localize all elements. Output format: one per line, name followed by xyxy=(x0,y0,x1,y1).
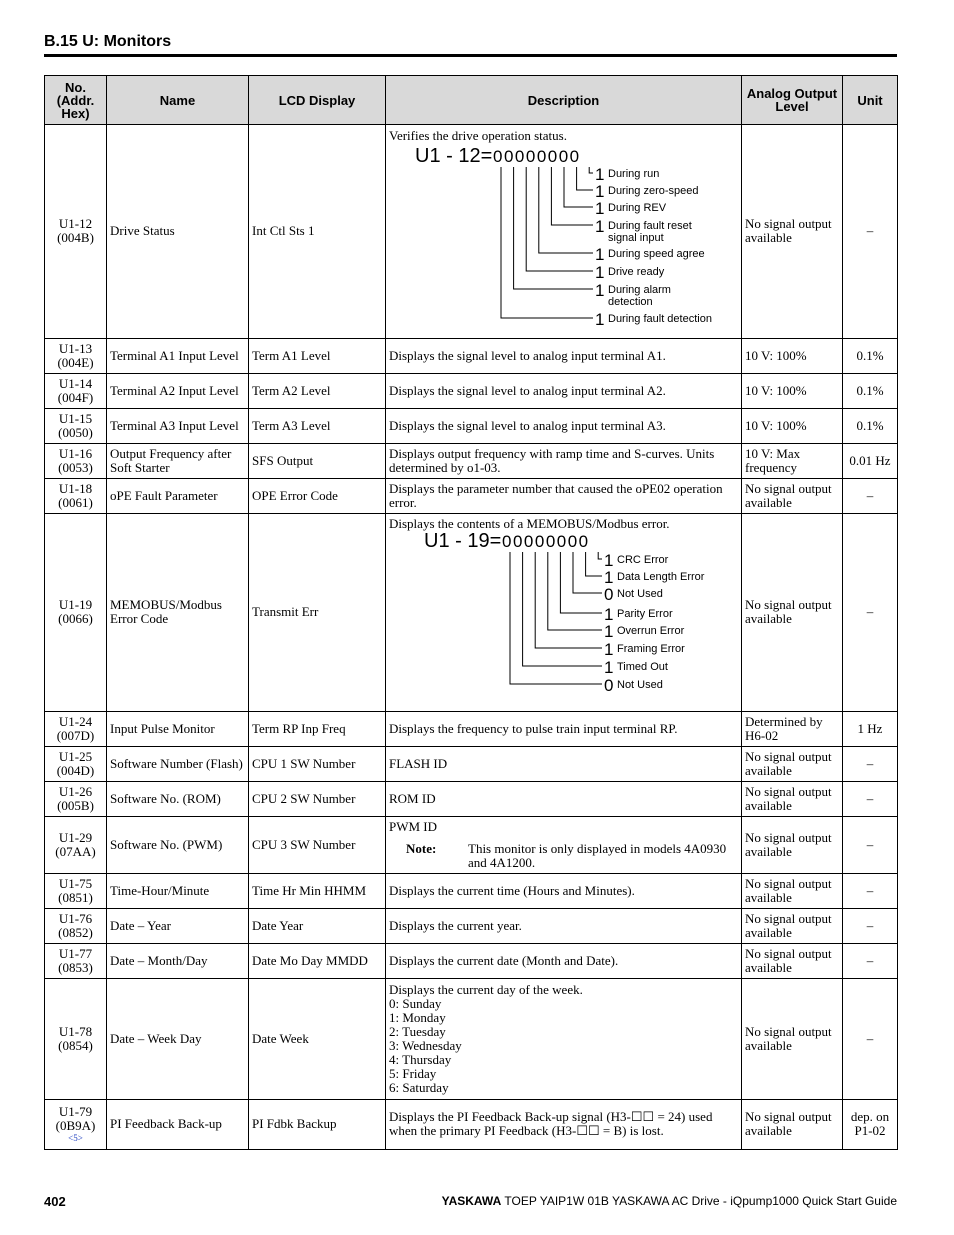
bit-leader-line xyxy=(523,552,602,666)
unit-cell: – xyxy=(843,874,898,909)
param-address: (0066) xyxy=(58,611,93,626)
param-number: U1-26 xyxy=(58,783,93,799)
description-cell: Displays the parameter number that caused the oPE02 operation error. xyxy=(386,479,742,514)
unit-cell: 1 Hz xyxy=(843,712,898,747)
description-cell xyxy=(386,514,742,712)
no-cell xyxy=(45,874,107,909)
table-row xyxy=(45,339,898,374)
param-address: (005B) xyxy=(57,797,94,813)
lcd-cell: Date Week xyxy=(249,979,386,1100)
table-row xyxy=(45,374,898,409)
unit-cell: – xyxy=(843,479,898,514)
lcd-cell: Term A2 Level xyxy=(249,374,386,409)
table-row xyxy=(45,979,898,1100)
no-cell xyxy=(45,747,107,782)
name-cell: MEMOBUS/Modbus Error Code xyxy=(107,514,249,712)
bit-leader-line xyxy=(573,552,602,593)
monitor-table xyxy=(44,75,898,1150)
table-row xyxy=(45,1100,898,1150)
bit-lines xyxy=(501,165,712,329)
bit-label: detection xyxy=(608,296,653,308)
table-row xyxy=(45,125,898,339)
description-cell xyxy=(386,817,742,874)
bit-leader-line xyxy=(577,167,593,190)
description-cell xyxy=(386,125,742,339)
diagram-label: U1 - 12= xyxy=(415,145,493,167)
bit-value: 1 xyxy=(595,182,605,201)
analog-cell: No signal output available xyxy=(742,909,843,944)
header-lcd: LCD Display xyxy=(249,76,386,125)
description-line: 5: Friday xyxy=(389,1065,437,1081)
note-text: This monitor is only displayed in models 4A0930 and 4A1200. xyxy=(468,840,727,870)
name-cell: Input Pulse Monitor xyxy=(107,712,249,747)
param-number: U1-75 xyxy=(58,875,93,891)
table-row xyxy=(45,514,898,712)
param-address: (0050) xyxy=(58,424,93,440)
bit-leader-line xyxy=(535,552,602,648)
description-text: Verifies the drive operation status. xyxy=(389,128,567,143)
bit-value: 1 xyxy=(595,245,605,264)
header-analog: Analog Output Level xyxy=(742,76,843,125)
name-cell: Terminal A1 Input Level xyxy=(107,339,249,374)
no-cell xyxy=(45,1100,107,1150)
name-cell: Drive Status xyxy=(107,125,249,339)
description-cell: FLASH ID xyxy=(386,747,742,782)
unit-cell: 0.01 Hz xyxy=(843,444,898,479)
description-line: 4: Thursday xyxy=(389,1051,452,1067)
param-address: (004B) xyxy=(57,230,94,245)
analog-cell: 10 V: Max frequency xyxy=(742,444,843,479)
bit-label: During fault reset xyxy=(608,220,692,232)
title-rule xyxy=(44,54,897,57)
param-address: (0853) xyxy=(58,959,93,975)
description-cell: Displays the current year. xyxy=(386,909,742,944)
bit-label: Drive ready xyxy=(608,266,665,278)
param-number: U1-77 xyxy=(58,945,93,961)
analog-cell: No signal output available xyxy=(742,817,843,874)
analog-cell: No signal output available xyxy=(742,479,843,514)
table-row xyxy=(45,909,898,944)
description-cell: Displays the PI Feedback Back-up signal (H3-☐☐ = 24) used when the primary PI Feedback (H3-☐☐ = B) is lost. xyxy=(386,1100,742,1150)
name-cell: oPE Fault Parameter xyxy=(107,479,249,514)
bit-leader-line xyxy=(539,167,593,253)
param-address: (0053) xyxy=(58,459,93,475)
bit-value: 1 xyxy=(595,281,605,300)
bit-label: signal input xyxy=(608,232,664,244)
bit-label: Not Used xyxy=(617,588,663,600)
description-cell: Displays output frequency with ramp time and S-curves. Units determined by o1-03. xyxy=(386,444,742,479)
bit-label: Timed Out xyxy=(617,661,668,673)
footer-brand: YASKAWA xyxy=(441,1194,502,1208)
lcd-cell: CPU 1 SW Number xyxy=(249,747,386,782)
diagram-digits: 00000000 xyxy=(493,147,581,166)
note xyxy=(389,842,738,870)
bit-value: 1 xyxy=(595,263,605,282)
param-address: (0851) xyxy=(58,889,93,905)
analog-cell: No signal output available xyxy=(742,514,843,712)
bit-value: 1 xyxy=(604,640,614,659)
analog-cell: 10 V: 100% xyxy=(742,339,843,374)
name-cell: Terminal A3 Input Level xyxy=(107,409,249,444)
bit-label: During run xyxy=(608,168,660,180)
bit-leader-line xyxy=(560,552,602,613)
param-address: (0B9A) xyxy=(55,1118,96,1133)
header-description: Description xyxy=(386,76,742,125)
bit-label: Parity Error xyxy=(617,608,673,620)
footnote-ref-link[interactable]: <5> xyxy=(68,1133,83,1143)
name-cell: Date – Week Day xyxy=(107,979,249,1100)
param-number: U1-18 xyxy=(58,480,93,496)
description-cell: Displays the signal level to analog input terminal A2. xyxy=(386,374,742,409)
unit-cell: – xyxy=(843,944,898,979)
analog-cell: No signal output available xyxy=(742,944,843,979)
no-cell xyxy=(45,409,107,444)
bit-leader-line xyxy=(548,552,602,630)
lcd-cell: PI Fdbk Backup xyxy=(249,1100,386,1150)
header-unit: Unit xyxy=(843,76,898,125)
no-cell xyxy=(45,782,107,817)
bit-value: 1 xyxy=(595,310,605,329)
description-cell xyxy=(386,979,742,1100)
bit-label: During zero-speed xyxy=(608,185,699,197)
param-address: (004F) xyxy=(57,389,94,405)
bit-value: 1 xyxy=(604,658,614,677)
lcd-cell: Time Hr Min HHMM xyxy=(249,874,386,909)
name-cell: Terminal A2 Input Level xyxy=(107,374,249,409)
diagram-label: U1 - 19= xyxy=(424,531,502,552)
bit-label: Not Used xyxy=(617,679,663,691)
header-no: No. (Addr. Hex) xyxy=(45,76,107,125)
param-address: (07AA) xyxy=(55,843,96,859)
lcd-cell: CPU 2 SW Number xyxy=(249,782,386,817)
bit-leader-line xyxy=(589,167,593,173)
description-line: 2: Tuesday xyxy=(389,1023,446,1039)
bit-value: 1 xyxy=(595,165,605,184)
header-name: Name xyxy=(107,76,249,125)
no-cell xyxy=(45,444,107,479)
table-row xyxy=(45,747,898,782)
diagram-digits: 00000000 xyxy=(502,532,590,551)
bit-label: CRC Error xyxy=(617,554,669,566)
no-cell xyxy=(45,125,107,339)
no-cell xyxy=(45,944,107,979)
param-address: (0061) xyxy=(58,494,93,510)
description-line: Displays the current day of the week. xyxy=(389,981,583,997)
no-cell xyxy=(45,909,107,944)
note-label: Note: xyxy=(406,840,437,856)
lcd-cell: Date Mo Day MMDD xyxy=(249,944,386,979)
bit-label: During fault detection xyxy=(608,313,712,325)
param-number: U1-14 xyxy=(58,375,93,391)
bit-leader-line xyxy=(551,167,593,225)
no-cell xyxy=(45,339,107,374)
param-number: U1-19 xyxy=(58,597,93,612)
description-cell: Displays the frequency to pulse train input terminal RP. xyxy=(386,712,742,747)
lcd-cell: Term A3 Level xyxy=(249,409,386,444)
description-line: 1: Monday xyxy=(389,1009,446,1025)
unit-cell: 0.1% xyxy=(843,409,898,444)
modbus-error-bit-diagram xyxy=(389,531,739,707)
bit-label: During REV xyxy=(608,202,667,214)
name-cell: Software No. (ROM) xyxy=(107,782,249,817)
table-row xyxy=(45,712,898,747)
bit-value: 1 xyxy=(595,199,605,218)
description-cell: Displays the current date (Month and Date). xyxy=(386,944,742,979)
unit-cell: – xyxy=(843,514,898,712)
unit-cell: dep. on P1-02 xyxy=(843,1100,898,1150)
param-number: U1-76 xyxy=(58,910,93,926)
no-cell xyxy=(45,374,107,409)
bit-value: 1 xyxy=(595,217,605,236)
description-cell: ROM ID xyxy=(386,782,742,817)
section-title: B.15 U: Monitors xyxy=(44,33,172,50)
unit-cell: – xyxy=(843,125,898,339)
drive-status-bit-diagram xyxy=(389,143,739,333)
bit-label: Data Length Error xyxy=(617,571,705,583)
bit-lines xyxy=(510,551,705,695)
param-number: U1-13 xyxy=(58,340,93,356)
bit-value: 1 xyxy=(604,551,614,570)
table-row xyxy=(45,479,898,514)
param-address: (004E) xyxy=(57,354,94,370)
description-line: 3: Wednesday xyxy=(389,1037,462,1053)
table-row xyxy=(45,874,898,909)
param-number: U1-24 xyxy=(58,713,93,729)
analog-cell: 10 V: 100% xyxy=(742,374,843,409)
unit-cell: – xyxy=(843,782,898,817)
lcd-cell: SFS Output xyxy=(249,444,386,479)
table-row xyxy=(45,444,898,479)
bit-value: 0 xyxy=(604,585,614,604)
param-number: U1-78 xyxy=(58,1023,93,1039)
bit-value: 1 xyxy=(604,568,614,587)
unit-cell: 0.1% xyxy=(843,374,898,409)
lcd-cell: Int Ctl Sts 1 xyxy=(249,125,386,339)
analog-cell: 10 V: 100% xyxy=(742,409,843,444)
bit-label: During alarm xyxy=(608,284,671,296)
analog-cell: No signal output available xyxy=(742,874,843,909)
bit-leader-line xyxy=(598,552,602,559)
param-number: U1-16 xyxy=(58,445,93,461)
analog-cell: No signal output available xyxy=(742,979,843,1100)
no-cell xyxy=(45,514,107,712)
lcd-cell: Transmit Err xyxy=(249,514,386,712)
description-cell: Displays the current time (Hours and Minutes). xyxy=(386,874,742,909)
param-address: (007D) xyxy=(56,727,95,743)
analog-cell: No signal output available xyxy=(742,125,843,339)
bit-label: Overrun Error xyxy=(617,625,685,637)
name-cell: Date – Year xyxy=(107,909,249,944)
unit-cell: – xyxy=(843,747,898,782)
analog-cell: No signal output available xyxy=(742,1100,843,1150)
bit-value: 0 xyxy=(604,676,614,695)
description-text: Displays the contents of a MEMOBUS/Modbus error. xyxy=(389,516,670,531)
name-cell: PI Feedback Back-up xyxy=(107,1100,249,1150)
bit-value: 1 xyxy=(604,605,614,624)
bit-leader-line xyxy=(510,552,602,684)
table-row xyxy=(45,817,898,874)
lcd-cell: Date Year xyxy=(249,909,386,944)
bit-label: During speed agree xyxy=(608,248,705,260)
lcd-cell: OPE Error Code xyxy=(249,479,386,514)
footer-doc-title: TOEP YAIP1W 01B YASKAWA AC Drive - iQpump1000 Quick Start Guide xyxy=(504,1194,897,1208)
description-line: 0: Sunday xyxy=(389,995,442,1011)
description-line: 6: Saturday xyxy=(389,1079,449,1095)
analog-cell: No signal output available xyxy=(742,747,843,782)
description-text: PWM ID xyxy=(389,818,438,834)
param-number: U1-29 xyxy=(58,829,93,845)
name-cell: Output Frequency after Soft Starter xyxy=(107,444,249,479)
analog-cell: No signal output available xyxy=(742,782,843,817)
name-cell: Software Number (Flash) xyxy=(107,747,249,782)
param-number: U1-12 xyxy=(58,216,93,231)
description-cell: Displays the signal level to analog input terminal A1. xyxy=(386,339,742,374)
bit-value: 1 xyxy=(604,622,614,641)
no-cell xyxy=(45,712,107,747)
bit-label: Framing Error xyxy=(617,643,685,655)
unit-cell: 0.1% xyxy=(843,339,898,374)
name-cell: Date – Month/Day xyxy=(107,944,249,979)
unit-cell: – xyxy=(843,817,898,874)
param-number: U1-79 xyxy=(58,1104,93,1119)
bit-leader-line xyxy=(586,552,602,576)
table-row xyxy=(45,409,898,444)
lcd-cell: Term RP Inp Freq xyxy=(249,712,386,747)
table-row xyxy=(45,944,898,979)
lcd-cell: CPU 3 SW Number xyxy=(249,817,386,874)
description-cell: Displays the signal level to analog input terminal A3. xyxy=(386,409,742,444)
bit-leader-line xyxy=(564,167,593,207)
param-number: U1-15 xyxy=(58,410,93,426)
param-address: (004D) xyxy=(56,762,95,778)
unit-cell: – xyxy=(843,979,898,1100)
bit-leader-line xyxy=(526,167,593,271)
lcd-cell: Term A1 Level xyxy=(249,339,386,374)
no-cell xyxy=(45,817,107,874)
param-number: U1-25 xyxy=(58,748,93,764)
table-row xyxy=(45,782,898,817)
no-cell xyxy=(45,479,107,514)
no-cell xyxy=(45,979,107,1100)
header-row xyxy=(45,76,898,125)
param-address: (0854) xyxy=(58,1037,93,1053)
name-cell: Software No. (PWM) xyxy=(107,817,249,874)
page-number: 402 xyxy=(44,1194,66,1209)
analog-cell: Determined by H6-02 xyxy=(742,712,843,747)
unit-cell: – xyxy=(843,909,898,944)
name-cell: Time-Hour/Minute xyxy=(107,874,249,909)
param-address: (0852) xyxy=(58,924,93,940)
footer-doc xyxy=(442,1194,897,1208)
